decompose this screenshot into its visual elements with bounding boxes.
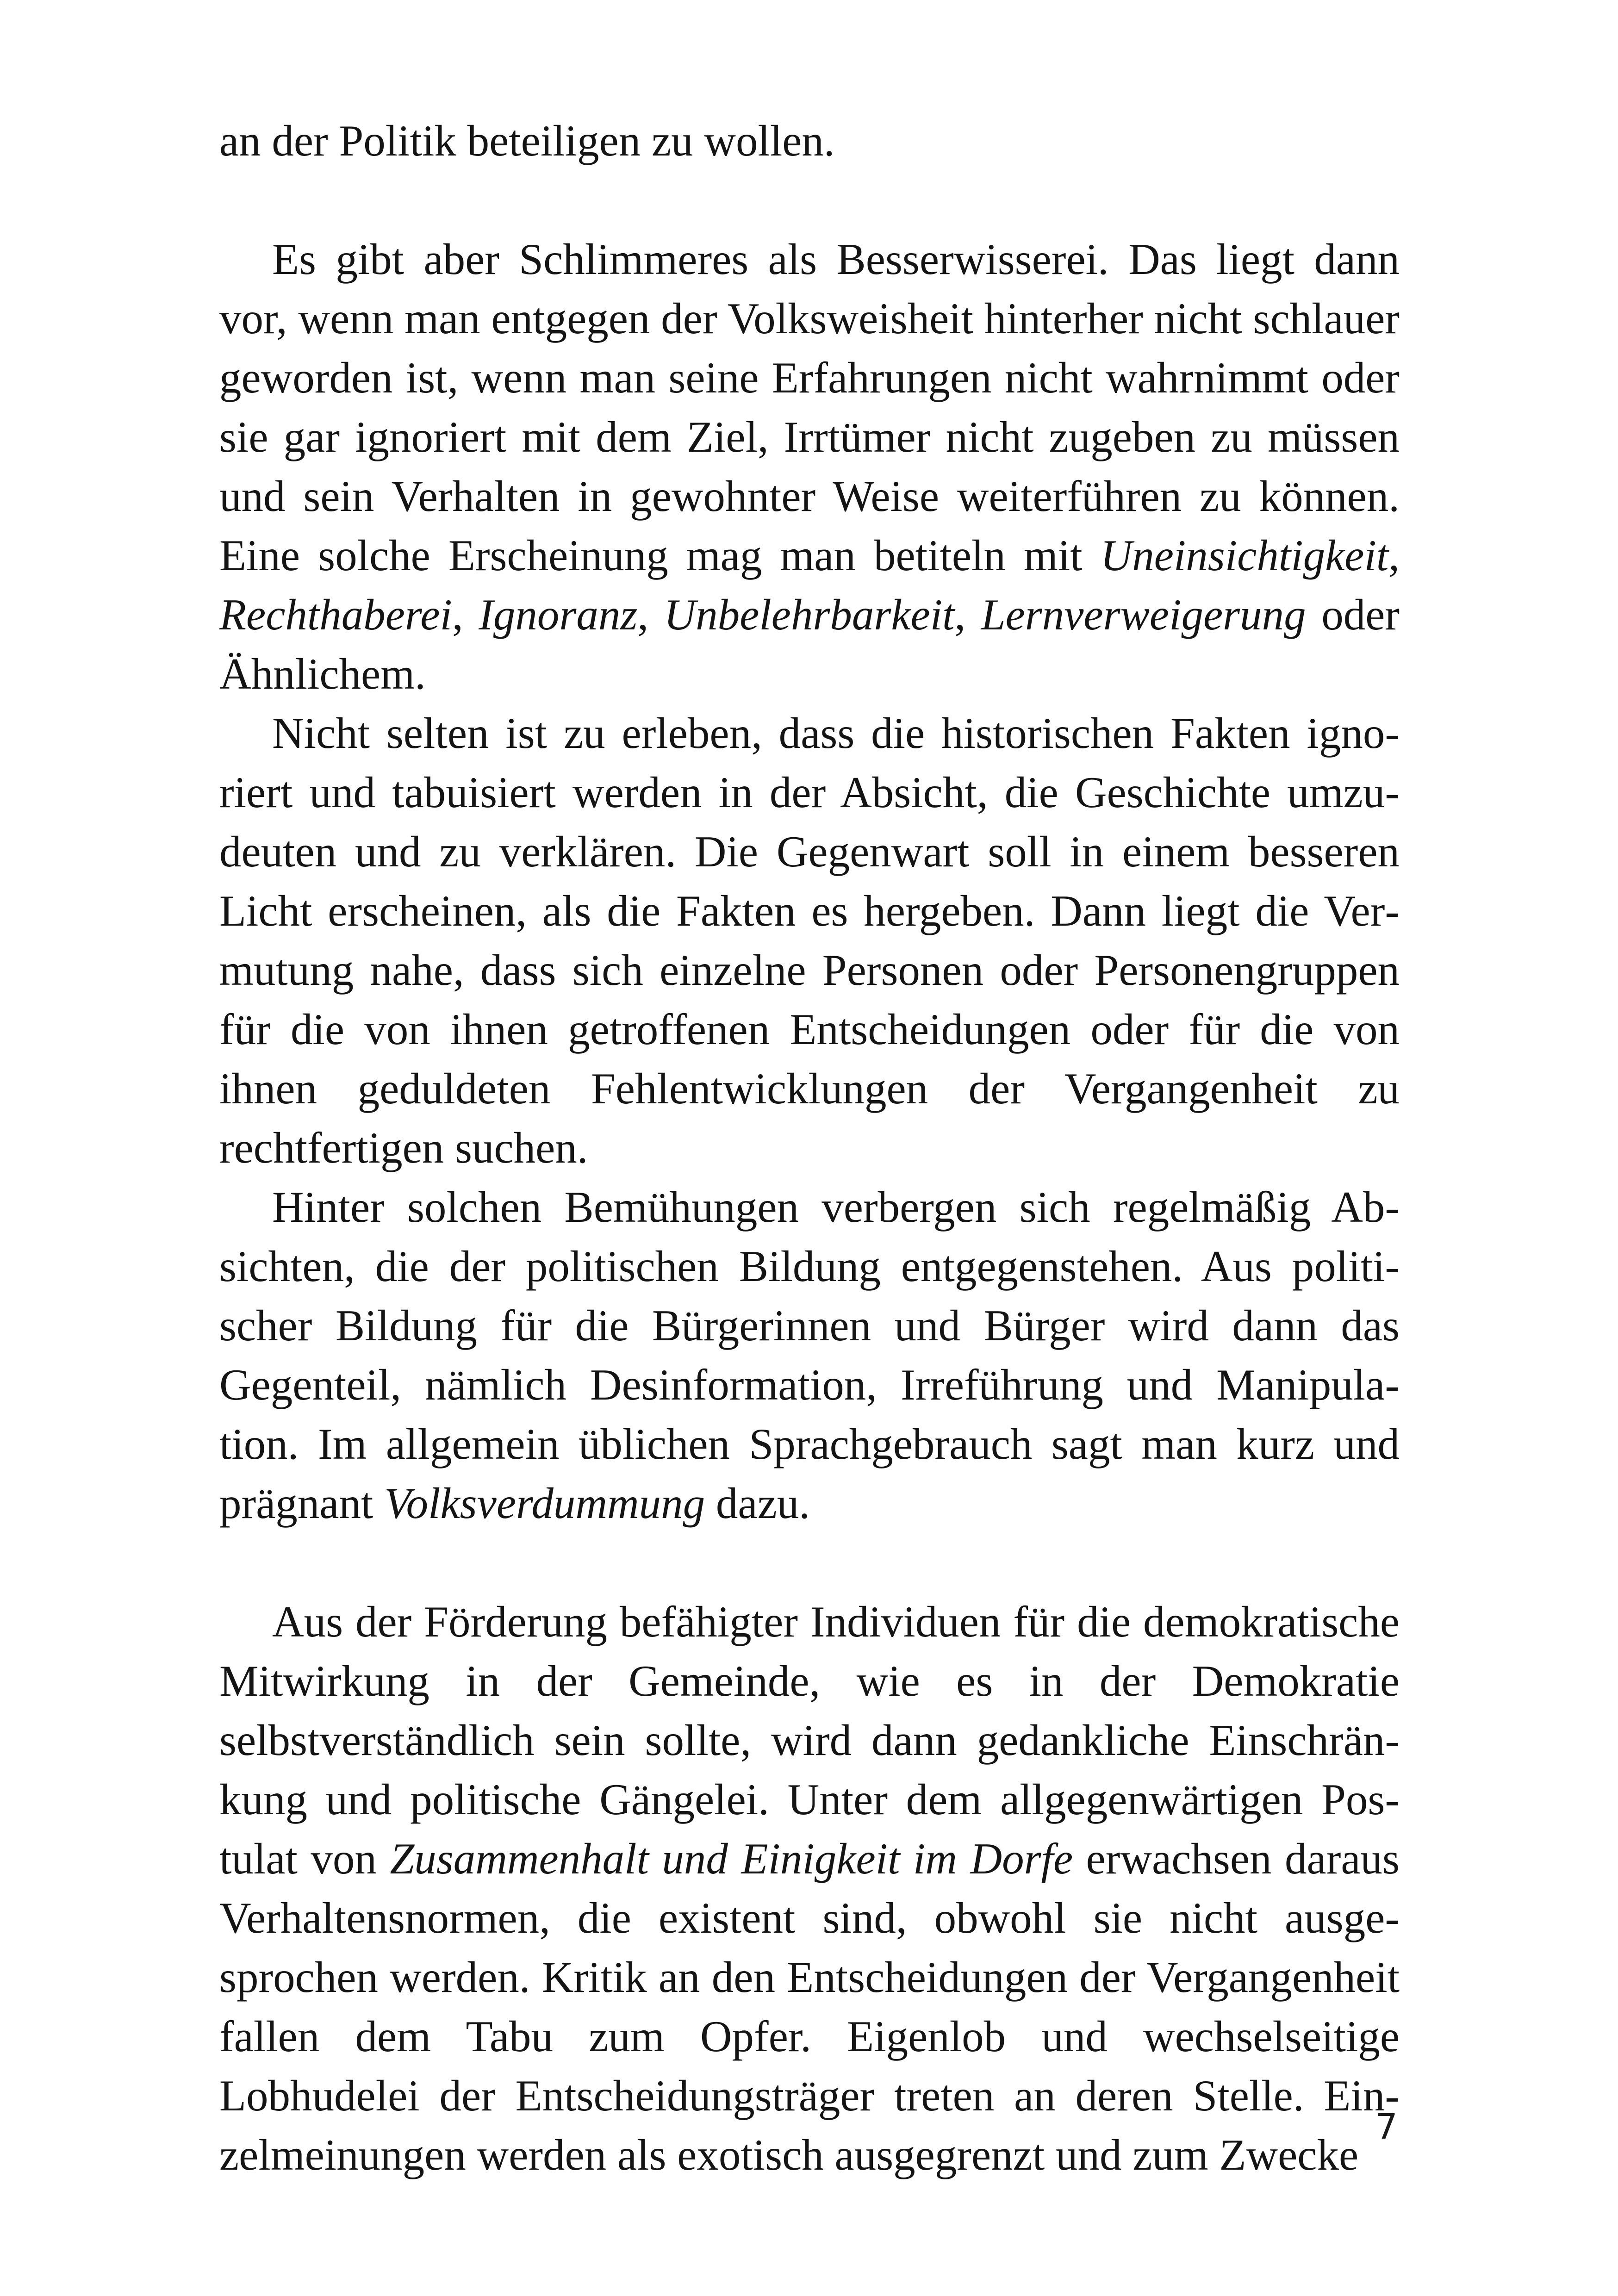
separator: , <box>452 590 479 639</box>
italic-term: Volksverdummung <box>384 1479 705 1528</box>
italic-term: Lernverweigerung <box>981 590 1306 639</box>
paragraph-fakten <box>219 703 1400 1177</box>
text-run: erwachsen daraus Verhaltensnormen, die existent sind, obwohl sie nicht ausgesprochen werden. Kritik an den Entscheidungen der Vergangenheit fallen dem Tabu zum Opfer. Eigenlob und wechselseitige Lobhudelei der Entscheidungsträger treten an deren Stelle. Einzelmeinungen werden als exotisch ausgegrenzt und zum Zwecke <box>219 1834 1400 2179</box>
paragraph-continuation <box>219 111 1400 170</box>
paragraph-besserwisserei <box>219 230 1400 703</box>
italic-term: Unbelehrbarkeit <box>664 590 955 639</box>
text-run: Hinter solchen Bemühungen verbergen sich regelmäßig Absichten, die der politischen Bildung entgegenstehen. Aus politischer Bildung für die Bürgerinnen und Bürger wird dann das Gegenteil, nämlich Desinformation, Irreführung und Manipulation. Im allgemein üblichen Sprachgebrauch sagt man kurz und prägnant <box>219 1182 1400 1528</box>
paragraph-gap <box>219 1533 1400 1592</box>
text-run: dazu. <box>705 1479 810 1528</box>
italic-term: Uneinsichtigkeit <box>1100 531 1389 580</box>
text-run: Nicht selten ist zu erleben, dass die historischen Fakten ignoriert und tabuisiert werden in der Absicht, die Geschichte umzudeuten und zu verklären. Die Gegenwart soll in einem besseren Licht erscheinen, als die Fakten es hergeben. Dann liegt die Vermutung nahe, dass sich einzelne Personen oder Personengruppen für die von ihnen getroffenen Entscheidungen oder für die von ihnen geduldeten Fehlentwicklungen der Vergangenheit zu rechtfertigen suchen. <box>219 709 1400 1172</box>
body-text <box>219 111 1400 2184</box>
text-run: an der Politik beteiligen zu wollen. <box>219 116 835 165</box>
text-run: oder Ähnlichem. <box>219 590 1400 698</box>
separator: , <box>954 590 981 639</box>
page-number: 7 <box>1375 2106 1398 2147</box>
paragraph-bemuehungen <box>219 1177 1400 1533</box>
italic-term: Ignoranz <box>479 590 638 639</box>
text-run: Es gibt aber Schlimmeres als Besserwisserei. Das liegt dann vor, wenn man entgegen der Volksweisheit hinterher nicht schlauer geworden ist, wenn man seine Erfahrungen nicht wahrnimmt oder sie gar ignoriert mit dem Ziel, Irrtümer nicht zugeben zu müssen und sein Verhalten in gewohnter Weise weiterführen zu können. Eine solche Erscheinung mag man betiteln mit <box>219 235 1400 580</box>
text-run: Aus der Förderung befähigter Individuen für die demokratische Mitwirkung in der Gemeinde, wie es in der Demokratie selbstverständlich sein sollte, wird dann gedankliche Einschränkung und politische Gängelei. Unter dem allgegenwärtigen Postulat von <box>219 1597 1400 1883</box>
italic-term: Rechthaberei <box>219 590 452 639</box>
paragraph-gap <box>219 170 1400 230</box>
separator: , <box>637 590 664 639</box>
paragraph-foerderung <box>219 1592 1400 2184</box>
italic-term: Zusammenhalt und Einigkeit im Dorfe <box>390 1834 1073 1883</box>
separator: , <box>1388 531 1400 580</box>
